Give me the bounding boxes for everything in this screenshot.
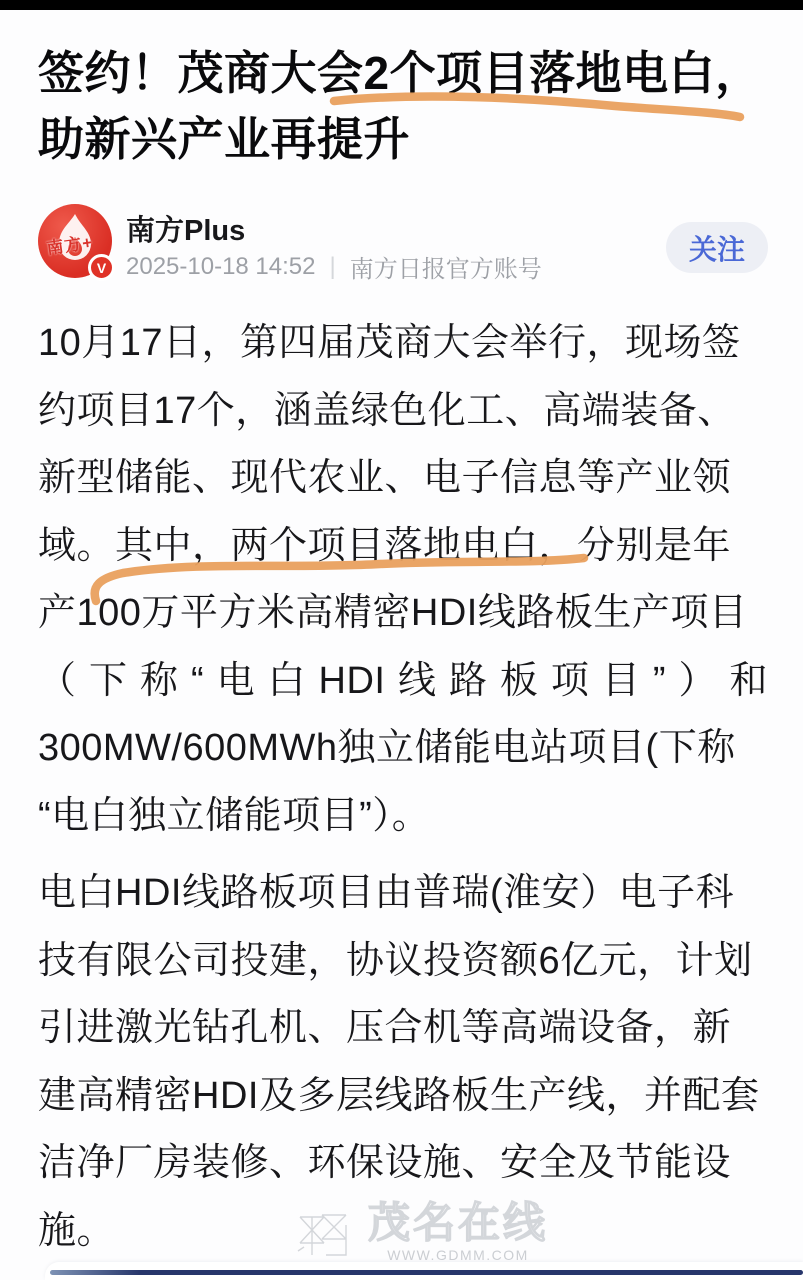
meta-divider: | bbox=[329, 252, 336, 280]
title-line-2: 助新兴产业再提升 bbox=[38, 113, 410, 165]
paragraph-line: 洁净厂房装修、环保设施、安全及节能设 bbox=[38, 1142, 732, 1184]
paragraph-line: 建高精密HDI及多层线路板生产线，并配套 bbox=[38, 1074, 760, 1117]
avatar-logo-text: 南方+ bbox=[45, 232, 95, 259]
publish-date: 2025-10-18 14:52 bbox=[126, 252, 316, 280]
bottom-progress-line bbox=[50, 1270, 803, 1275]
top-bar bbox=[0, 0, 803, 10]
paragraph-line: （下称“电白HDI线路板项目”）和 bbox=[38, 659, 768, 702]
author-meta bbox=[126, 249, 542, 284]
watermark-url: WWW.GDMM.COM bbox=[387, 1247, 529, 1263]
paragraph-line: “电白独立储能项目”）。 bbox=[38, 794, 431, 837]
watermark-site-name: 茂名在线 bbox=[368, 1199, 549, 1246]
paragraph-line: 施。 bbox=[38, 1209, 116, 1252]
paragraph-line: 技有限公司投建，协议投资额6亿元，计划 bbox=[38, 939, 753, 982]
paragraph-line: 300MW/600MWh独立储能电站项目(下称 bbox=[38, 727, 736, 769]
paragraph-line: 电白HDI线路板项目由普瑞(淮安）电子科 bbox=[38, 872, 735, 914]
paragraph-line: 10月17日，第四届茂商大会举行，现场签 bbox=[38, 322, 741, 364]
title-line-1: 签约！茂商大会2个项目落地电白， bbox=[38, 47, 762, 99]
paragraph-line: 约项目17个，涵盖绿色化工、高端装备、 bbox=[38, 389, 736, 432]
paragraph-line: 产100万平方米高精密HDI线路板生产项目 bbox=[38, 592, 748, 634]
paragraph-line: 新型储能、现代农业、电子信息等产业领 bbox=[38, 457, 732, 499]
paragraph-2 bbox=[38, 860, 768, 1265]
author-name[interactable]: 南方Plus bbox=[126, 215, 246, 247]
follow-button[interactable]: 关注 bbox=[666, 222, 768, 273]
account-description: 南方日报官方账号 bbox=[349, 256, 542, 283]
paragraph-1 bbox=[38, 310, 768, 850]
paragraph-line: 域。其中，两个项目落地电白，分别是年 bbox=[38, 524, 732, 567]
author-avatar[interactable] bbox=[38, 204, 112, 278]
verified-badge-icon: V bbox=[88, 254, 115, 281]
paragraph-line: 引进激光钻孔机、压合机等高端设备，新 bbox=[38, 1007, 732, 1049]
page-title bbox=[38, 40, 770, 172]
